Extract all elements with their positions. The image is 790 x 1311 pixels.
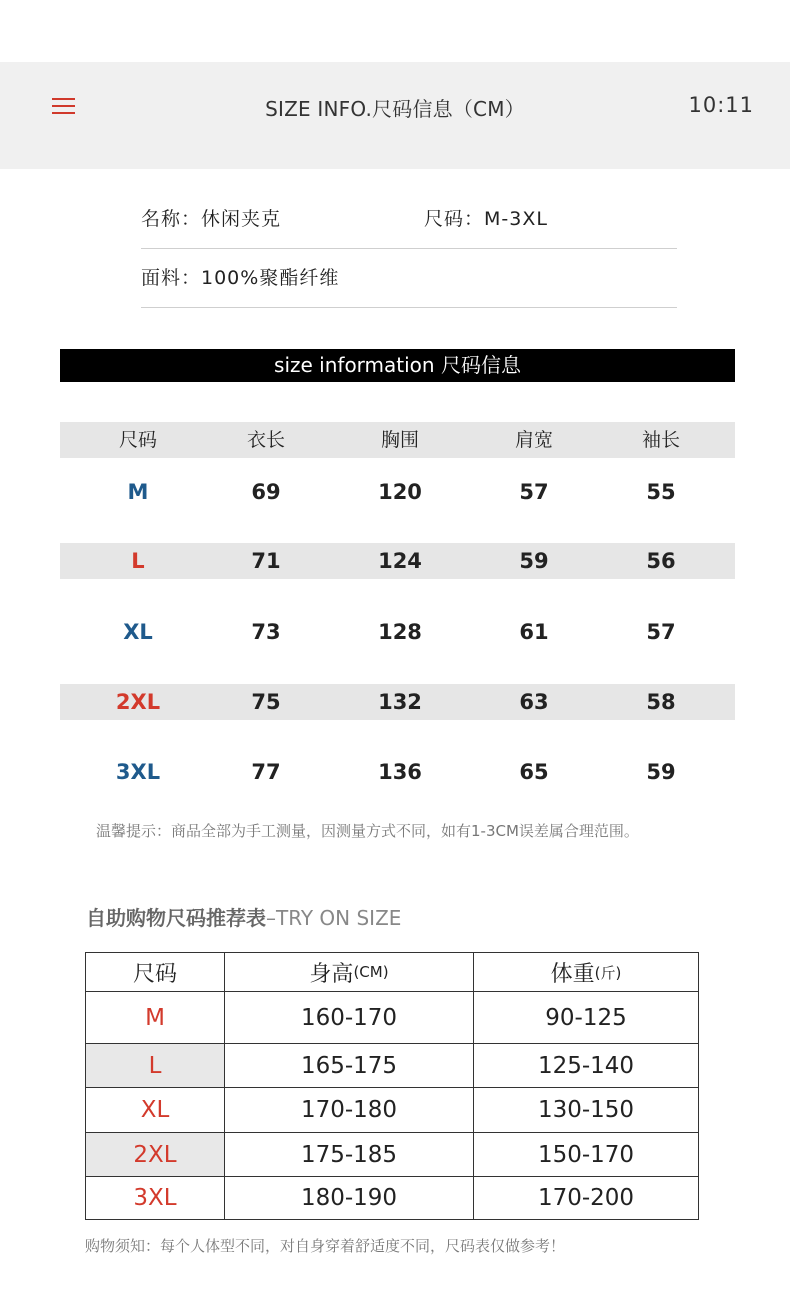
header-cell: 衣长: [246, 429, 285, 451]
size-label: 2XL: [115, 690, 161, 714]
height-label: 身高: [309, 961, 354, 987]
table-cell: 124: [378, 549, 422, 573]
header-cell: 尺码: [86, 953, 225, 991]
weight-label: 体重: [550, 961, 595, 987]
table-cell: 71: [251, 549, 281, 573]
divider: [141, 307, 677, 308]
size-label: L: [131, 549, 145, 573]
recommend-title-en: –TRY ON SIZE: [266, 906, 402, 930]
table-row: [86, 1177, 698, 1219]
size-label: XL: [123, 620, 153, 644]
table-cell: 136: [378, 760, 422, 784]
table-cell: 170-180: [225, 1088, 474, 1132]
recommend-title: [86, 902, 401, 931]
table-cell: 73: [251, 620, 281, 644]
header-cell: 尺码: [118, 429, 157, 451]
header-cell: 肩宽: [514, 429, 553, 451]
size-label: M: [86, 992, 225, 1043]
table-cell: 57: [646, 620, 676, 644]
table-cell: 55: [646, 480, 676, 504]
table-cell: 128: [378, 620, 422, 644]
table-cell: 120: [378, 480, 422, 504]
product-fabric: 面料：100%聚酯纤维: [141, 267, 340, 289]
table-cell: 165-175: [225, 1044, 474, 1087]
size-label: 3XL: [86, 1177, 225, 1219]
size-label: 2XL: [86, 1133, 225, 1176]
header-cell: [474, 953, 698, 991]
measure-note: 温馨提示：商品全部为手工测量，因测量方式不同，如有1-3CM误差属合理范围。: [96, 822, 639, 840]
weight-unit: (斤): [594, 963, 622, 982]
table-cell: 63: [519, 690, 549, 714]
size-label: M: [127, 480, 149, 504]
recommend-title-cn: 自助购物尺码推荐表: [86, 906, 266, 930]
header-cell: [225, 953, 474, 991]
size-label: L: [86, 1044, 225, 1087]
recommend-table: [85, 952, 699, 1220]
table-cell: 180-190: [225, 1177, 474, 1219]
table-cell: 170-200: [537, 1185, 635, 1211]
table-cell: 57: [519, 480, 549, 504]
table-row: [60, 543, 735, 579]
table-cell: 125-140: [537, 1052, 635, 1079]
size-label: XL: [86, 1088, 225, 1132]
table-row: [60, 754, 735, 790]
table-cell: 65: [519, 760, 549, 784]
table-row: [86, 1088, 698, 1133]
clock-time: 10:11: [688, 93, 754, 117]
table-row: [60, 684, 735, 720]
table-cell: 130-150: [537, 1097, 635, 1123]
table-cell: 59: [519, 549, 549, 573]
table-cell: 59: [646, 760, 676, 784]
divider: [141, 248, 677, 249]
height-unit: (CM): [353, 963, 389, 981]
table-cell: 77: [251, 760, 281, 784]
table-row: [86, 1133, 698, 1177]
measure-table-header: [60, 422, 735, 458]
purchase-note: 购物须知：每个人体型不同，对自身穿着舒适度不同，尺码表仅做参考！: [85, 1237, 566, 1255]
table-cell: 61: [519, 620, 549, 644]
table-cell: 160-170: [225, 992, 474, 1043]
table-row: [86, 1044, 698, 1088]
table-cell: 90-125: [545, 1004, 627, 1031]
table-cell: 69: [251, 480, 281, 504]
table-cell: 150-170: [537, 1141, 635, 1168]
page-title: SIZE INFO.尺码信息（CM）: [265, 97, 525, 121]
table-cell: 75: [251, 690, 281, 714]
product-name: 名称：休闲夹克: [141, 208, 282, 230]
table-row: [86, 992, 698, 1044]
table-cell: 56: [646, 549, 676, 573]
table-cell: 58: [646, 690, 676, 714]
product-size-range: 尺码：M-3XL: [424, 208, 548, 230]
table-row: [60, 474, 735, 510]
table-cell: 132: [378, 690, 422, 714]
header-cell: 胸围: [380, 429, 419, 451]
size-label: 3XL: [115, 760, 161, 784]
table-row: [60, 614, 735, 650]
header-cell: 袖长: [641, 429, 680, 451]
recommend-table-header: [86, 953, 698, 992]
table-cell: 175-185: [225, 1133, 474, 1176]
size-info-banner: size information 尺码信息: [60, 349, 735, 382]
